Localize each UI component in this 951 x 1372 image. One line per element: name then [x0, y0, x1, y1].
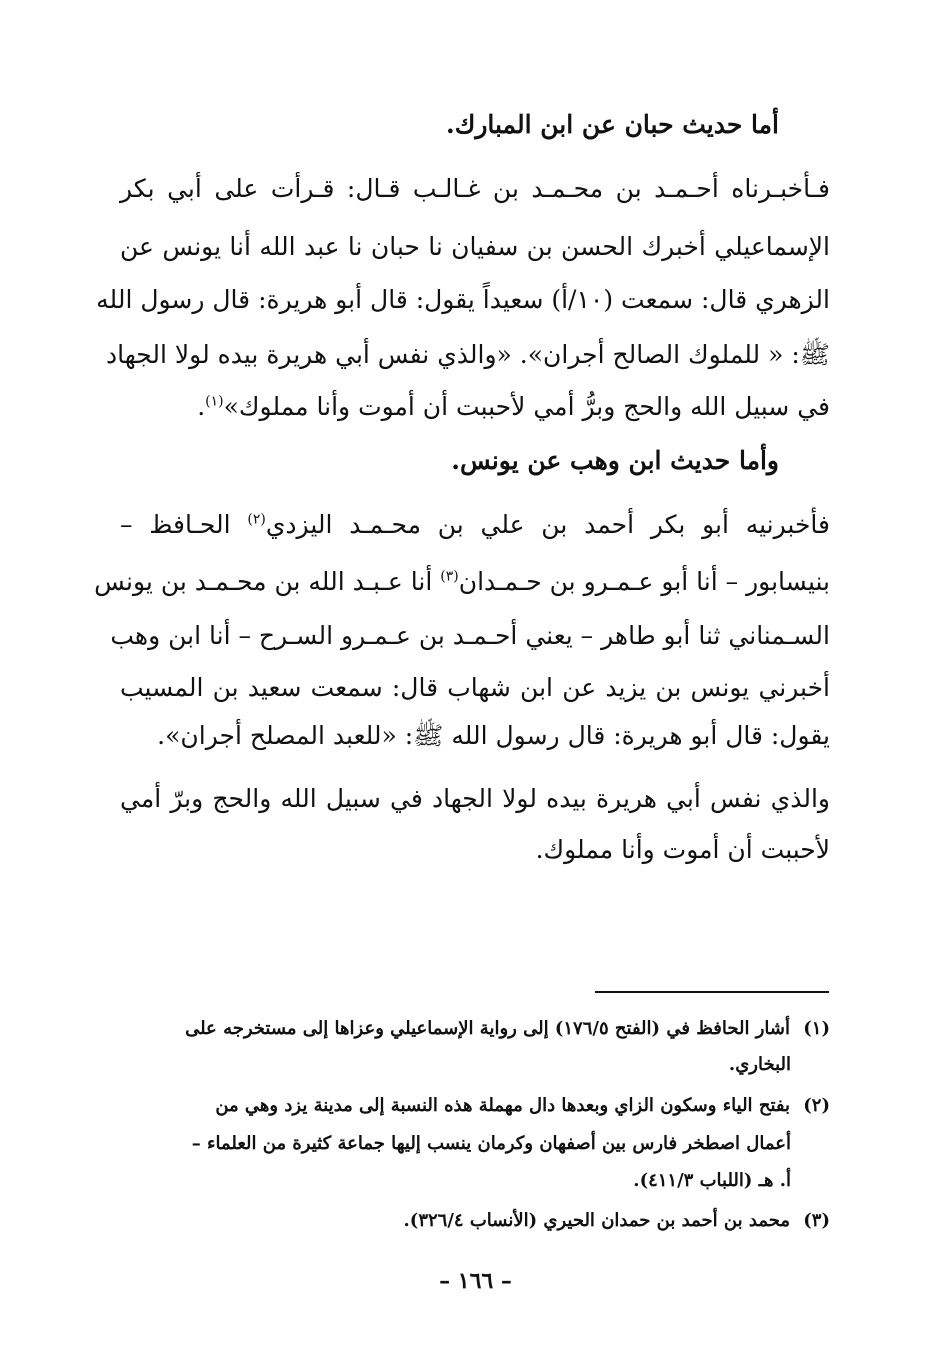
body-line: بنيسابور – أنا أبو عـمـرو بن حـمـدان$^{(٣)}$ أنا عـبـد الله بن محـمـد بن يونس: [94, 567, 830, 596]
footnote-3: (٣)محمد بن أحمد بن حمدان الحيري (الأنساب ٣٢٦/٤).: [403, 1210, 830, 1231]
body-line: الإسماعيلي أخبرك الحسن بن سفيان نا حبان نا عبد الله أنا يونس عن: [120, 232, 830, 261]
section-heading-ibn-wahb: وأما حديث ابن وهب عن يونس.: [451, 446, 779, 475]
body-line: يقول: قال أبو هريرة: قال رسول الله ﷺ: «للعبد المصلح أجران».: [157, 721, 830, 750]
footnote-number: (٢): [803, 1095, 830, 1116]
footnote-number: (١): [803, 1018, 830, 1039]
body-line: ﷺ: « للملوك الصالح أجران». «والذي نفس أبي هريرة بيده لولا الجهاد: [106, 340, 830, 369]
body-line: الزهري قال: سمعت (١٠/أ) سعيداً يقول: قال أبو هريرة: قال رسول الله: [96, 285, 830, 314]
footnote-ref: (٣): [440, 568, 459, 585]
body-line: في سبيل الله والحج وبرُّ أمي لأحببت أن أموت وأنا مملوك»$^{(١)}$.: [197, 392, 830, 421]
body-line: والذي نفس أبي هريرة بيده لولا الجهاد في سبيل الله والحج وبرّ أمي: [120, 784, 830, 813]
footnote-2: (٢)بفتح الياء وسكون الزاي وبعدها دال مهملة هذه النسبة إلى مدينة يزد وهي من: [215, 1095, 830, 1116]
footnote-2-cont: أعمال اصطخر فارس بين أصفهان وكرمان ينسب إليها جماعة كثيرة من العلماء –: [191, 1133, 791, 1154]
section-heading-hibban: أما حديث حبان عن ابن المبارك.: [446, 110, 779, 139]
body-line: فأخبرنيه أبو بكر أحمد بن علي بن محـمـد اليزدي$^{(٢)}$ الحـافظ –: [120, 510, 830, 539]
body-line: فـأخبـرناه أحـمـد بن محـمـد بن غـالـب قـال: قـرأت على أبي بكر: [120, 174, 830, 203]
body-line: السـمناني ثنا أبو طاهر – يعني أحـمـد بن عـمـرو السـرح – أنا ابن وهب: [110, 621, 830, 650]
footnote-1: (١)أشار الحافظ في (الفتح ١٧٦/٥) إلى رواية الإسماعيلي وعزاها إلى مستخرجه على: [185, 1018, 830, 1039]
body-line: أخبرني يونس بن يزيد عن ابن شهاب قال: سمعت سعيد بن المسيب: [120, 673, 830, 702]
footnote-ref: (٢): [247, 511, 266, 528]
footnote-number: (٣): [803, 1210, 830, 1231]
footnote-ref: (١): [205, 393, 224, 410]
body-line: لأحببت أن أموت وأنا مملوك.: [535, 835, 830, 864]
footnote-separator: [595, 991, 829, 993]
page-number: – ١٦٦ –: [439, 1268, 512, 1294]
footnote-1-cont: البخاري.: [728, 1054, 791, 1075]
footnote-2-cont: أ. هـ (اللباب ٤١١/٣).: [633, 1170, 791, 1191]
